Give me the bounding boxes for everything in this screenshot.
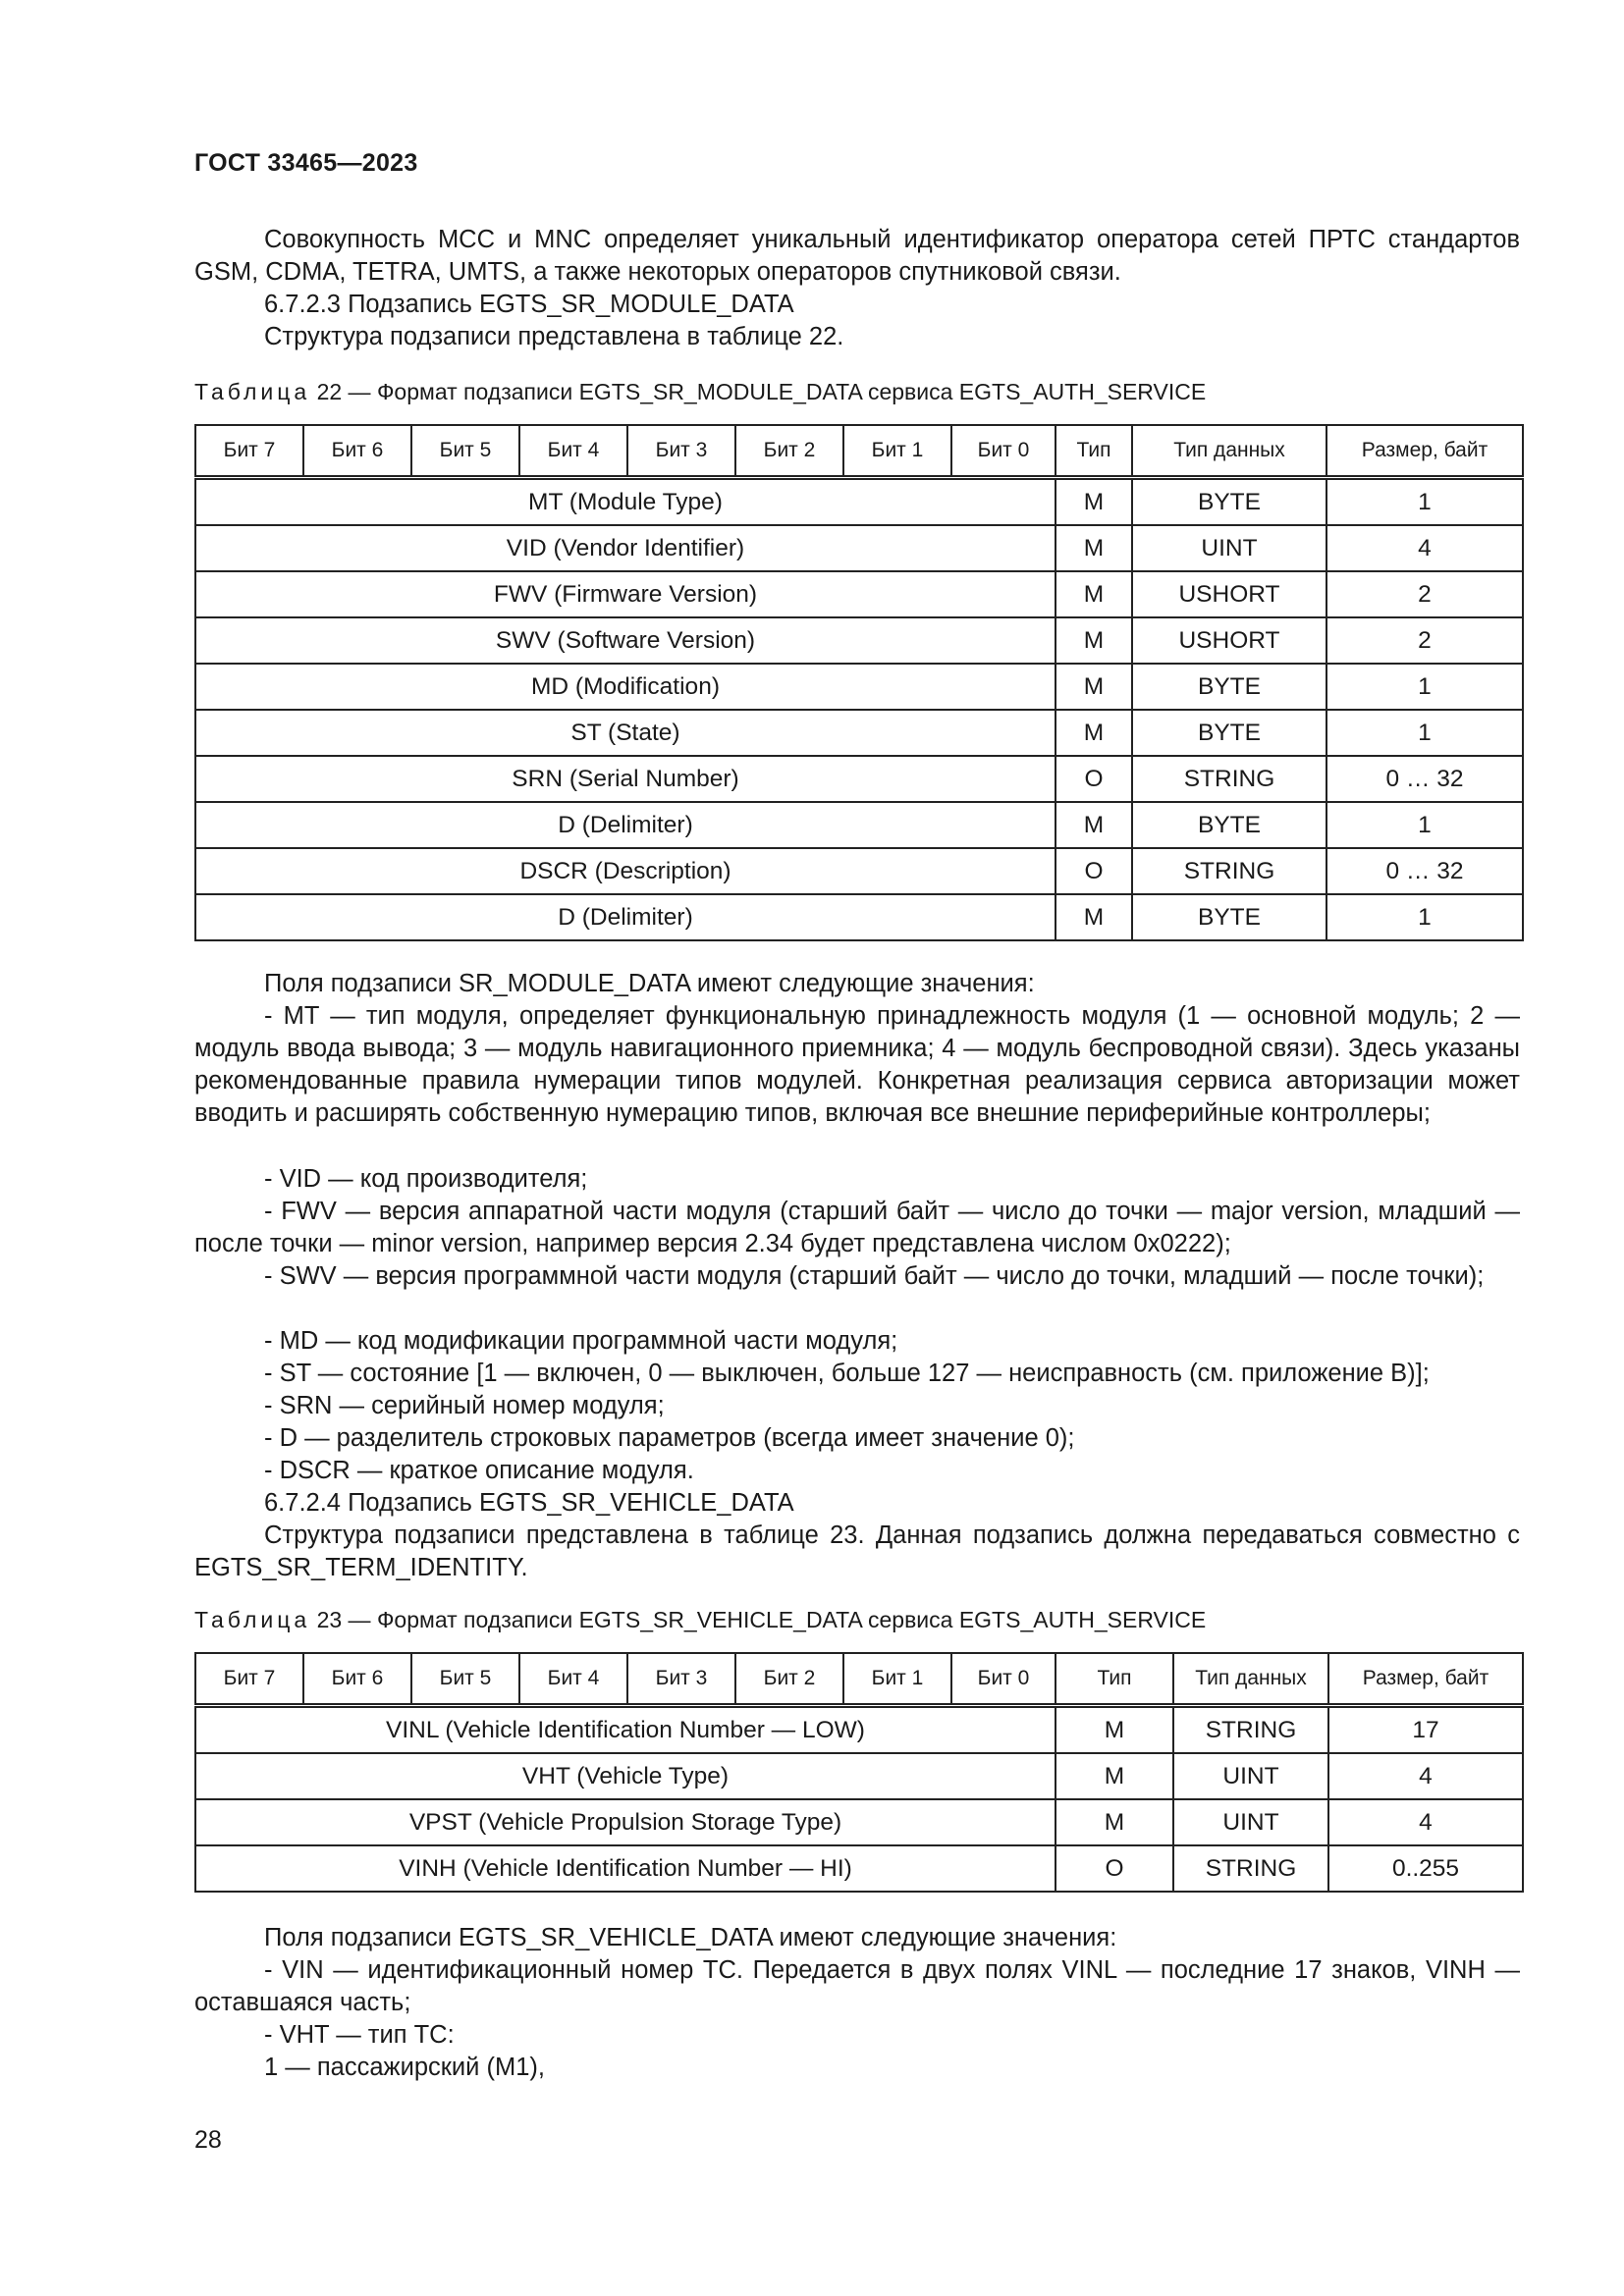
- data-type-cell: STRING: [1173, 1845, 1328, 1892]
- field-name-cell: D (Delimiter): [195, 802, 1056, 848]
- type-cell: M: [1056, 1753, 1173, 1799]
- data-type-cell: STRING: [1132, 756, 1326, 802]
- table22-header-row: [195, 425, 1523, 478]
- section-heading-6-7-2-3: 6.7.2.3 Подзапись EGTS_SR_MODULE_DATA: [264, 291, 794, 318]
- data-type-cell: BYTE: [1132, 478, 1326, 526]
- table-row: [195, 571, 1523, 617]
- module-field-swv: - SWV — версия программной части модуля (старший байт — число до точки, младший — после точки);: [264, 1262, 1485, 1290]
- field-name-cell: MD (Modification): [195, 664, 1056, 710]
- document-code: ГОСТ 33465—2023: [194, 149, 418, 177]
- type-cell: M: [1056, 710, 1132, 756]
- page-number: 28: [194, 2126, 222, 2154]
- module-field-d: - D — разделитель строковых параметров (всегда имеет значение 0);: [264, 1424, 1075, 1452]
- table22-header-cell: Бит 0: [951, 425, 1056, 478]
- module-fields-intro: Поля подзаписи SR_MODULE_DATA имеют следующие значения:: [264, 970, 1035, 997]
- data-type-cell: USHORT: [1132, 571, 1326, 617]
- module-field-srn: - SRN — серийный номер модуля;: [264, 1392, 665, 1419]
- table23-header-cell: Бит 6: [303, 1653, 411, 1706]
- module-field-fwv: - FWV — версия аппаратной части модуля (старший байт — число до точки — major version, младший — после точки — minor version, например версия 2.34 будет представлена числом 0x0222);: [194, 1198, 1520, 1257]
- type-cell: O: [1056, 848, 1132, 894]
- table23-header-cell: Размер, байт: [1328, 1653, 1523, 1706]
- field-name-cell: DSCR (Description): [195, 848, 1056, 894]
- vehicle-field-vht: - VHT — тип ТС:: [264, 2021, 455, 2049]
- table-row: [195, 802, 1523, 848]
- module-field-vid: - VID — код производителя;: [264, 1165, 588, 1193]
- paragraph-table22-ref: Структура подзаписи представлена в таблице 22.: [264, 323, 844, 350]
- size-cell: 4: [1328, 1753, 1523, 1799]
- table-row: [195, 664, 1523, 710]
- table-row: [195, 525, 1523, 571]
- module-field-mt: - MT — тип модуля, определяет функциональную принадлежность модуля (1 — основной модуль; 2 — модуль ввода вывода; 3 — модуль навигационного приемника; 4 — модуль беспроводной связи). Здесь указаны рекомендованные правила нумерации типов модулей. Конкретная реализация сервиса авторизации может вводить и расширять собственную нумерацию типов, включая все внешние периферийные контроллеры;: [194, 1002, 1520, 1127]
- table22-header-cell: Бит 5: [411, 425, 519, 478]
- table-row: [195, 478, 1523, 526]
- table-row: [195, 1845, 1523, 1892]
- table22-header-cell: Тип данных: [1132, 425, 1326, 478]
- field-name-cell: VINH (Vehicle Identification Number — HI): [195, 1845, 1056, 1892]
- table-row: [195, 1706, 1523, 1754]
- size-cell: 4: [1326, 525, 1523, 571]
- table22-header-cell: Размер, байт: [1326, 425, 1523, 478]
- table23-header-cell: Бит 2: [735, 1653, 843, 1706]
- data-type-cell: UINT: [1132, 525, 1326, 571]
- table23-caption-word: Таблица: [194, 1607, 311, 1632]
- vehicle-fields-intro: Поля подзаписи EGTS_SR_VEHICLE_DATA имеют следующие значения:: [264, 1924, 1117, 1951]
- field-name-cell: VINL (Vehicle Identification Number — LOW): [195, 1706, 1056, 1754]
- size-cell: 2: [1326, 617, 1523, 664]
- type-cell: M: [1056, 478, 1132, 526]
- paragraph-table23-ref: Структура подзаписи представлена в таблице 23. Данная подзапись должна передаваться совместно с EGTS_SR_TERM_IDENTITY.: [194, 1522, 1520, 1581]
- vehicle-field-vht-1: 1 — пассажирский (M1),: [264, 2054, 545, 2081]
- table-row: [195, 756, 1523, 802]
- table22-header-cell: Бит 2: [735, 425, 843, 478]
- size-cell: 1: [1326, 664, 1523, 710]
- type-cell: M: [1056, 894, 1132, 940]
- data-type-cell: BYTE: [1132, 894, 1326, 940]
- table-22: [194, 424, 1524, 941]
- table22-caption-word: Таблица: [194, 379, 311, 404]
- table22-header-cell: Бит 6: [303, 425, 411, 478]
- table23-header-cell: Бит 7: [195, 1653, 303, 1706]
- table23-header-cell: Бит 0: [951, 1653, 1056, 1706]
- type-cell: M: [1056, 525, 1132, 571]
- size-cell: 0..255: [1328, 1845, 1523, 1892]
- data-type-cell: BYTE: [1132, 802, 1326, 848]
- table22-header-cell: Тип: [1056, 425, 1132, 478]
- table-row: [195, 617, 1523, 664]
- section-heading-6-7-2-4: 6.7.2.4 Подзапись EGTS_SR_VEHICLE_DATA: [264, 1489, 794, 1517]
- table-row: [195, 848, 1523, 894]
- type-cell: M: [1056, 1706, 1173, 1754]
- table-row: [195, 710, 1523, 756]
- type-cell: O: [1056, 756, 1132, 802]
- data-type-cell: STRING: [1132, 848, 1326, 894]
- data-type-cell: UINT: [1173, 1753, 1328, 1799]
- vehicle-field-vin: - VIN — идентификационный номер ТС. Передается в двух полях VINL — последние 17 знаков, VINH — оставшаяся часть;: [194, 1956, 1520, 2016]
- type-cell: M: [1056, 571, 1132, 617]
- size-cell: 0 … 32: [1326, 756, 1523, 802]
- data-type-cell: UINT: [1173, 1799, 1328, 1845]
- module-field-md: - MD — код модификации программной части модуля;: [264, 1327, 898, 1355]
- size-cell: 1: [1326, 478, 1523, 526]
- field-name-cell: VID (Vendor Identifier): [195, 525, 1056, 571]
- field-name-cell: ST (State): [195, 710, 1056, 756]
- data-type-cell: BYTE: [1132, 664, 1326, 710]
- table23-header-cell: Бит 5: [411, 1653, 519, 1706]
- table23-header-row: [195, 1653, 1523, 1706]
- size-cell: 1: [1326, 802, 1523, 848]
- field-name-cell: VHT (Vehicle Type): [195, 1753, 1056, 1799]
- table23-header-cell: Тип: [1056, 1653, 1173, 1706]
- type-cell: M: [1056, 617, 1132, 664]
- size-cell: 1: [1326, 710, 1523, 756]
- field-name-cell: D (Delimiter): [195, 894, 1056, 940]
- size-cell: 1: [1326, 894, 1523, 940]
- table-row: [195, 894, 1523, 940]
- module-field-st: - ST — состояние [1 — включен, 0 — выключен, больше 127 — неисправность (см. приложение В)];: [264, 1360, 1430, 1387]
- table23-header-cell: Бит 1: [843, 1653, 951, 1706]
- type-cell: O: [1056, 1845, 1173, 1892]
- field-name-cell: SRN (Serial Number): [195, 756, 1056, 802]
- table22-caption: [194, 379, 1206, 405]
- table23-header-cell: Бит 3: [627, 1653, 735, 1706]
- size-cell: 4: [1328, 1799, 1523, 1845]
- data-type-cell: USHORT: [1132, 617, 1326, 664]
- size-cell: 17: [1328, 1706, 1523, 1754]
- table22-header-cell: Бит 4: [519, 425, 627, 478]
- data-type-cell: STRING: [1173, 1706, 1328, 1754]
- size-cell: 0 … 32: [1326, 848, 1523, 894]
- table23-caption-text: 23 — Формат подзаписи EGTS_SR_VEHICLE_DATA сервиса EGTS_AUTH_SERVICE: [316, 1607, 1207, 1632]
- module-field-dscr: - DSCR — краткое описание модуля.: [264, 1457, 694, 1484]
- paragraph-mcc-mnc: Совокупность MCC и MNC определяет уникальный идентификатор оператора сетей ПРТС стандартов GSM, CDMA, TETRA, UMTS, а также некоторых операторов спутниковой связи.: [194, 226, 1520, 286]
- size-cell: 2: [1326, 571, 1523, 617]
- table22-caption-text: 22 — Формат подзаписи EGTS_SR_MODULE_DATA сервиса EGTS_AUTH_SERVICE: [316, 379, 1207, 404]
- table22-header-cell: Бит 1: [843, 425, 951, 478]
- type-cell: M: [1056, 664, 1132, 710]
- table22-header-cell: Бит 3: [627, 425, 735, 478]
- field-name-cell: SWV (Software Version): [195, 617, 1056, 664]
- type-cell: M: [1056, 1799, 1173, 1845]
- data-type-cell: BYTE: [1132, 710, 1326, 756]
- table23-caption: [194, 1607, 1206, 1633]
- field-name-cell: MT (Module Type): [195, 478, 1056, 526]
- table-row: [195, 1799, 1523, 1845]
- table23-header-cell: Тип данных: [1173, 1653, 1328, 1706]
- field-name-cell: FWV (Firmware Version): [195, 571, 1056, 617]
- table-row: [195, 1753, 1523, 1799]
- field-name-cell: VPST (Vehicle Propulsion Storage Type): [195, 1799, 1056, 1845]
- table-23: [194, 1652, 1524, 1893]
- table22-header-cell: Бит 7: [195, 425, 303, 478]
- table23-header-cell: Бит 4: [519, 1653, 627, 1706]
- type-cell: M: [1056, 802, 1132, 848]
